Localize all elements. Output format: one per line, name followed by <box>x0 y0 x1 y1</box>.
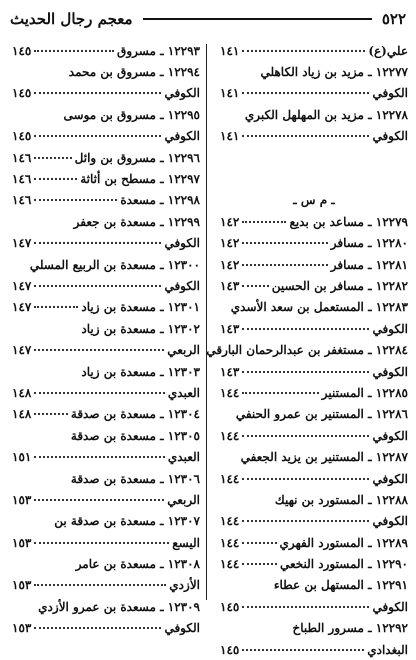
index-entry <box>220 382 408 403</box>
entry-text: ١٢٣٠١ ـ مسعدة بن زياد <box>81 300 200 315</box>
book-title: معجم رجال الحديث <box>10 10 133 28</box>
entry-text: الكوفي <box>164 129 200 144</box>
index-entry <box>220 254 408 275</box>
index-entry <box>12 446 200 467</box>
index-entry <box>12 61 200 82</box>
page-header <box>10 6 406 32</box>
dot-leader <box>34 199 117 201</box>
dot-leader <box>34 413 68 415</box>
entry-text: العبدي <box>167 450 200 465</box>
entry-text: الكوفي <box>372 599 408 614</box>
entry-page-number: ١٤٦ <box>12 150 32 165</box>
index-column-right <box>206 40 408 657</box>
entry-text: الربعي <box>167 492 200 507</box>
entry-text: ١٢٢٨٤ ـ مستغفر بن عبدالرحمان البارقي <box>206 343 408 358</box>
index-entry <box>220 190 408 211</box>
entry-text: ١٢٢٨٣ ـ المستعمل بن سعد الأسدي <box>230 300 408 315</box>
dot-leader <box>34 499 164 501</box>
dot-leader <box>242 371 369 373</box>
dot-leader <box>242 606 369 608</box>
index-entry <box>12 40 200 61</box>
index-entry <box>12 147 200 168</box>
entry-text: الكوفي <box>372 471 408 486</box>
index-entry <box>220 404 408 425</box>
entry-text: الربعي <box>167 343 200 358</box>
entry-text: ١٢٢٩٥ ـ مسروق بن موسى <box>63 107 200 122</box>
index-entry <box>220 553 408 574</box>
entry-text: ١٢٣٠٦ ـ مسعدة بن صدقة <box>70 471 200 486</box>
dot-leader <box>242 328 369 330</box>
entry-text: ١٢٣٠٠ ـ مسعدة بن الربيع المسلي <box>29 257 200 272</box>
index-column-left <box>12 40 200 636</box>
index-entry <box>12 404 200 425</box>
entry-page-number: ١٤٧ <box>12 236 32 251</box>
index-entry <box>12 318 200 339</box>
index-entry <box>220 61 408 82</box>
entry-text: ١٢٣٠٥ ـ مسعدة بن صدقة <box>70 428 200 443</box>
entry-text: الكوفي <box>164 86 200 101</box>
index-entry <box>12 104 200 125</box>
index-entry <box>12 254 200 275</box>
index-entry <box>220 639 408 660</box>
index-entry <box>220 575 408 596</box>
entry-page-number: ١٤٤ <box>220 557 240 572</box>
index-entry <box>12 575 200 596</box>
entry-text: ١٢٢٩٨ ـ مسعدة <box>120 193 200 208</box>
dot-leader <box>242 264 327 266</box>
index-entry <box>220 83 408 104</box>
index-entry <box>12 211 200 232</box>
entry-text: الأزدي <box>169 578 200 593</box>
index-entry <box>12 553 200 574</box>
entry-text: ١٢٢٩٣ ـ مسروق <box>117 43 200 58</box>
index-entry <box>220 147 408 168</box>
entry-text: ١٢٢٧٧ ـ مزيد بن زياد الكاهلي <box>260 65 408 80</box>
entry-text: ١٢٢٩١ ـ المستهل بن عطاء <box>273 578 408 593</box>
index-entry <box>220 104 408 125</box>
dot-leader <box>34 92 161 94</box>
index-entry <box>220 446 408 467</box>
entry-text: ١٢٢٩٤ ـ مسروق بن محمد <box>68 65 200 80</box>
header-rule <box>143 18 372 20</box>
index-entry <box>220 468 408 489</box>
index-entry <box>220 511 408 532</box>
entry-text: الكوفي <box>372 321 408 336</box>
index-entry <box>12 618 200 639</box>
dot-leader <box>34 584 166 586</box>
entry-text: ١٢٢٨٥ ـ المستنير <box>321 385 408 400</box>
index-entry <box>206 339 408 360</box>
entry-text: ١٢٢٨٦ ـ المستنير بن عمرو الحنفي <box>235 407 408 422</box>
entry-page-number: ١٤٢ <box>220 257 240 272</box>
index-entry <box>220 361 408 382</box>
entry-text: ١٢٢٩٠ ـ المستورد النخعي <box>279 557 408 572</box>
index-entry <box>12 361 200 382</box>
index-entry <box>12 596 200 617</box>
index-entry <box>220 297 408 318</box>
entry-page-number: ١٥٣ <box>12 578 32 593</box>
entry-page-number: ١٤٦ <box>12 172 32 187</box>
column-divider <box>206 44 207 600</box>
entry-page-number: ١٤٥ <box>12 86 32 101</box>
index-entry <box>220 126 408 147</box>
dot-leader <box>34 306 78 308</box>
entry-page-number: ١٤٥ <box>220 599 240 614</box>
dot-leader <box>242 221 286 223</box>
entry-text: الكوفي <box>372 86 408 101</box>
dot-leader <box>242 92 369 94</box>
entry-text: ١٢٣٠٤ ـ مسعدة بن صدقة <box>70 407 200 422</box>
index-entry <box>220 168 408 189</box>
dot-leader <box>242 563 277 565</box>
index-entry <box>12 190 200 211</box>
entry-text: ١٢٣٠٢ ـ مسعدة بن زياد <box>81 321 200 336</box>
entry-page-number: ١٤٣ <box>220 364 240 379</box>
dot-leader <box>242 649 364 651</box>
entry-page-number: ١٤٤ <box>220 428 240 443</box>
entry-text: ١٢٢٧٩ ـ مساعد بن بديع <box>289 214 408 229</box>
entry-text: ١٢٣٠٩ ـ مسعدة بن عمرو الأزدي <box>38 599 200 614</box>
entry-page-number: ١٤٥ <box>220 642 240 657</box>
entry-page-number: ١٤٨ <box>12 385 32 400</box>
entry-text: ١٢٢٨١ ـ مسافر <box>330 257 408 272</box>
entry-text: ١٢٣٠٧ ـ مسعدة بن صدقة بن <box>54 514 200 529</box>
index-entry <box>12 382 200 403</box>
dot-leader <box>34 178 77 180</box>
dot-leader <box>34 242 161 244</box>
entry-text: الكوفي <box>372 514 408 529</box>
dot-leader <box>34 542 169 544</box>
entry-text: العبدي <box>167 385 200 400</box>
index-entry <box>220 275 408 296</box>
entry-page-number: ١٤٤ <box>220 385 240 400</box>
entry-text: الكوفي <box>372 364 408 379</box>
entry-page-number: ١٤٤ <box>220 471 240 486</box>
index-entry <box>220 425 408 446</box>
index-entry <box>12 425 200 446</box>
entry-page-number: ١٥٣ <box>12 535 32 550</box>
entry-text: ١٢٢٨٩ ـ المستورد الفهري <box>279 535 408 550</box>
index-entry <box>12 168 200 189</box>
entry-text: الكوفي <box>164 278 200 293</box>
entry-page-number: ١٤١ <box>220 86 240 101</box>
dot-leader <box>34 157 71 159</box>
index-entry <box>220 532 408 553</box>
index-entry <box>12 468 200 489</box>
page-number: ٥٢٢ <box>381 10 406 28</box>
entry-page-number: ١٤١ <box>220 129 240 144</box>
dot-leader <box>242 520 369 522</box>
entry-text: ١٢٢٨٨ ـ المستورد بن نهيك <box>274 492 408 507</box>
entry-text: علي(ع) <box>368 43 408 58</box>
entry-page-number: ١٤٢ <box>220 236 240 251</box>
index-entry <box>12 275 200 296</box>
entry-text: الكوفي <box>372 129 408 144</box>
entry-text: ١٢٢٩٢ ـ مسرور الطباخ <box>292 621 408 636</box>
entry-page-number: ١٤٦ <box>12 193 32 208</box>
dot-leader <box>242 242 327 244</box>
entry-text: ١٢٣٠٣ ـ مسعدة بن زياد <box>81 364 200 379</box>
entry-page-number: ١٤٤ <box>220 535 240 550</box>
entry-page-number: ١٤٣ <box>220 278 240 293</box>
entry-page-number: ١٥٣ <box>12 492 32 507</box>
entry-page-number: ١٤٧ <box>12 278 32 293</box>
dot-leader <box>34 627 161 629</box>
entry-text: ١٢٢٧٨ ـ مزيد بن المهلهل الكبري <box>244 107 408 122</box>
entry-text: ١٢٢٨٢ ـ مسافر بن الحسين <box>271 278 408 293</box>
index-entry <box>220 211 408 232</box>
dot-leader <box>242 392 318 394</box>
index-entry <box>220 489 408 510</box>
index-entry <box>12 511 200 532</box>
dot-leader <box>34 349 164 351</box>
entry-text: الكوفي <box>372 428 408 443</box>
index-entry <box>12 489 200 510</box>
dot-leader <box>34 50 114 52</box>
index-entry <box>12 532 200 553</box>
dot-leader <box>242 285 268 287</box>
dot-leader <box>242 50 365 52</box>
entry-page-number: ١٤٣ <box>220 321 240 336</box>
entry-text: ١٢٢٩٩ ـ مسعدة بن جعفر <box>73 214 200 229</box>
entry-text: اليسع <box>172 535 200 550</box>
dot-leader <box>242 435 369 437</box>
entry-page-number: ١٥٣ <box>12 621 32 636</box>
entry-page-number: ١٤٨ <box>12 407 32 422</box>
entry-text: ١٢٢٩٦ ـ مسروق بن وائل <box>74 150 200 165</box>
index-entry <box>12 339 200 360</box>
index-entry <box>12 233 200 254</box>
entry-page-number: ١٤٥ <box>12 129 32 144</box>
dot-leader <box>34 285 161 287</box>
dot-leader <box>34 392 165 394</box>
entry-page-number: ١٤٤ <box>220 514 240 529</box>
entry-page-number: ١٤٧ <box>12 300 32 315</box>
entry-page-number: ١٥١ <box>12 450 32 465</box>
entry-text: ١٢٢٨٧ ـ المستنير بن يزيد الجعفي <box>240 450 408 465</box>
dot-leader <box>242 478 369 480</box>
index-entry <box>12 297 200 318</box>
entry-text: الكوفي <box>164 621 200 636</box>
index-entry <box>220 233 408 254</box>
entry-text: ١٢٢٩٧ ـ مسطح بن أثاثة <box>80 172 200 187</box>
index-entry <box>12 126 200 147</box>
dot-leader <box>242 542 276 544</box>
entry-text: الكوفي <box>164 236 200 251</box>
entry-text: ١٢٢٨٠ ـ مسافر <box>330 236 408 251</box>
entry-page-number: ١٤٢ <box>220 214 240 229</box>
index-entry <box>12 83 200 104</box>
entry-text: ـ م س ـ <box>293 193 335 208</box>
index-entry <box>220 618 408 639</box>
entry-page-number: ١٤٥ <box>12 43 32 58</box>
dot-leader <box>34 456 165 458</box>
entry-text: البغدادي <box>367 642 408 657</box>
entry-page-number: ١٤١ <box>220 43 240 58</box>
dot-leader <box>34 135 161 137</box>
index-entry <box>220 318 408 339</box>
entry-text: ١٢٣٠٨ ـ مسعدة بن عامر <box>75 557 200 572</box>
index-entry <box>220 40 408 61</box>
index-entry <box>220 596 408 617</box>
entry-page-number: ١٤٧ <box>12 343 32 358</box>
dot-leader <box>242 135 369 137</box>
